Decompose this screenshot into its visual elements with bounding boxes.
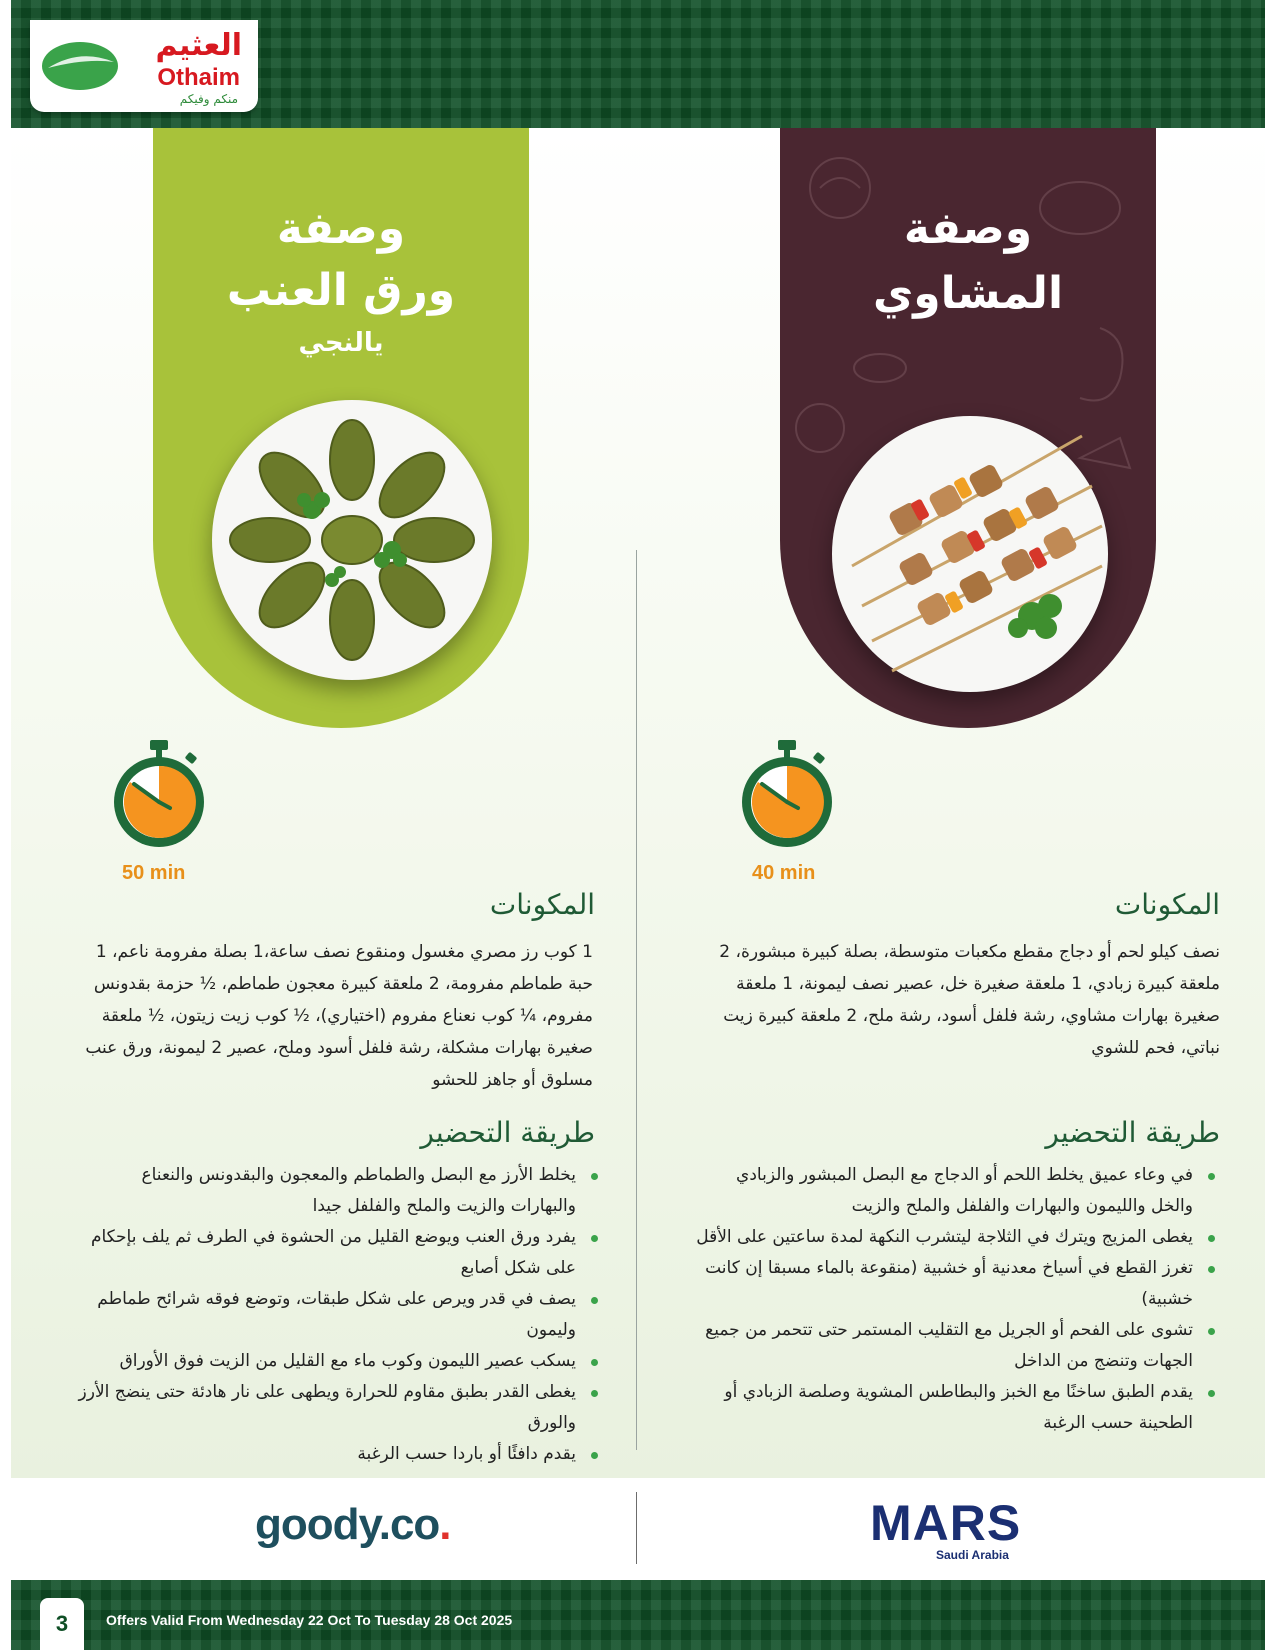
list-item: في وعاء عميق يخلط اللحم أو الدجاج مع البصل المبشور والزبادي والخل والليمون والبهارات والفلفل والملح والزيت — [690, 1160, 1193, 1222]
logo-english: Othaim — [157, 64, 240, 91]
goody-logo-suffix: .co — [378, 1500, 440, 1549]
grill-steps — [690, 1160, 1215, 1439]
grill-plate — [832, 416, 1108, 692]
stuffed-grape-leaves-icon — [212, 400, 492, 680]
list-item: يغطى القدر بطبق مقاوم للحرارة ويطهى على نار هادئة حتى ينضج الأرز والورق — [78, 1377, 576, 1439]
grape-steps — [78, 1160, 598, 1470]
list-item: يصف في قدر ويرص على شكل طبقات، وتوضع فوقه شرائح طماطم وليمون — [78, 1284, 576, 1346]
grape-method-heading: طريقة التحضير — [420, 1116, 595, 1149]
list-item: يخلط الأرز مع البصل والطماطم والمعجون والبقدونس والنعناع والبهارات والزيت والملح والفلفل جيدا — [78, 1160, 576, 1222]
skewers-icon — [832, 416, 1108, 692]
list-item: يسكب عصير الليمون وكوب ماء مع القليل من الزيت فوق الأوراق — [78, 1346, 576, 1377]
goody-logo-main: goody — [255, 1500, 379, 1549]
list-item: يغطى المزيج ويترك في الثلاجة ليتشرب النكهة لمدة ساعتين على الأقل — [690, 1222, 1193, 1253]
grill-method-heading: طريقة التحضير — [1045, 1116, 1220, 1149]
grape-title-line2: ورق العنب — [226, 265, 456, 316]
stopwatch-icon — [110, 740, 208, 850]
grill-ingredients-text: نصف كيلو لحم أو دجاج مقطع مكعبات متوسطة، بصلة كبيرة مبشورة، 2 ملعقة كبيرة زبادي، 1 ملعقة صغيرة خل، عصير نصف ليمونة، 1 ملعقة صغيرة بهارات مشاوي، رشة فلفل أسود، رشة ملح، 2 ملعقة كبيرة زيت نباتي، فحم للشوي — [719, 942, 1220, 1058]
sponsor-strip — [11, 1478, 1265, 1578]
leaf-logo-icon — [40, 38, 120, 94]
grape-title-line1: وصفة — [276, 203, 406, 254]
grill-title-line1: وصفة — [903, 203, 1033, 254]
grape-title-line3: يالنجي — [298, 328, 384, 358]
list-item: تغرز القطع في أسياخ معدنية أو خشبية (منقوعة بالماء مسبقا إن كانت خشبية) — [690, 1253, 1193, 1315]
goody-logo-dot: . — [439, 1500, 451, 1549]
list-item: يقدم دافئًا أو باردا حسب الرغبة — [78, 1439, 576, 1470]
list-item: يفرد ورق العنب ويوضع القليل من الحشوة في الطرف ثم يلف بإحكام على شكل أصابع — [78, 1222, 576, 1284]
grill-title-line2: المشاوي — [872, 268, 1064, 319]
offer-validity-text: Offers Valid From Wednesday 22 Oct To Tuesday 28 Oct 2025 — [106, 1612, 513, 1628]
page-number: 3 — [40, 1598, 84, 1650]
grape-leaves-plate — [212, 400, 492, 680]
mars-logo[interactable]: MARS — [870, 1495, 1022, 1551]
grill-timer — [738, 740, 836, 854]
grape-timer — [110, 740, 208, 854]
grape-time-label: 50 min — [122, 862, 186, 884]
grill-time-label: 40 min — [752, 862, 816, 884]
logo-tagline: منكم وفيكم — [179, 92, 238, 106]
list-item: يقدم الطبق ساخنًا مع الخبز والبطاطس المشوية وصلصة الزبادي أو الطحينة حسب الرغبة — [690, 1377, 1193, 1439]
list-item: تشوى على الفحم أو الجريل مع التقليب المستمر حتى تتحمر من جميع الجهات وتنضج من الداخل — [690, 1315, 1193, 1377]
goody-logo[interactable] — [255, 1500, 451, 1550]
othaim-logo[interactable] — [30, 20, 258, 112]
grill-ingredients-heading: المكونات — [1114, 888, 1220, 921]
center-divider — [636, 550, 637, 1450]
sponsor-divider — [636, 1492, 637, 1564]
grape-ingredients-heading: المكونات — [489, 888, 595, 921]
grape-ingredients-text: 1 كوب رز مصري مغسول ومنقوع نصف ساعة،1 بصلة مفرومة ناعم، 1 حبة طماطم مفرومة، 2 ملعقة كبيرة معجون طماطم، ½ حزمة بقدونس مفروم، ¼ كوب نعناع مفروم (اختياري)، ½ كوب زيت زيتون، ½ ملعقة صغيرة بهارات مشكلة، رشة فلفل أسود وملح، عصير 2 ليمونة، ورق عنب مسلوق أو جاهز للحشو — [85, 942, 593, 1090]
mars-logo-subtitle: Saudi Arabia — [936, 1548, 1009, 1562]
stopwatch-icon — [738, 740, 836, 850]
logo-arabic: العثيم — [155, 28, 242, 63]
